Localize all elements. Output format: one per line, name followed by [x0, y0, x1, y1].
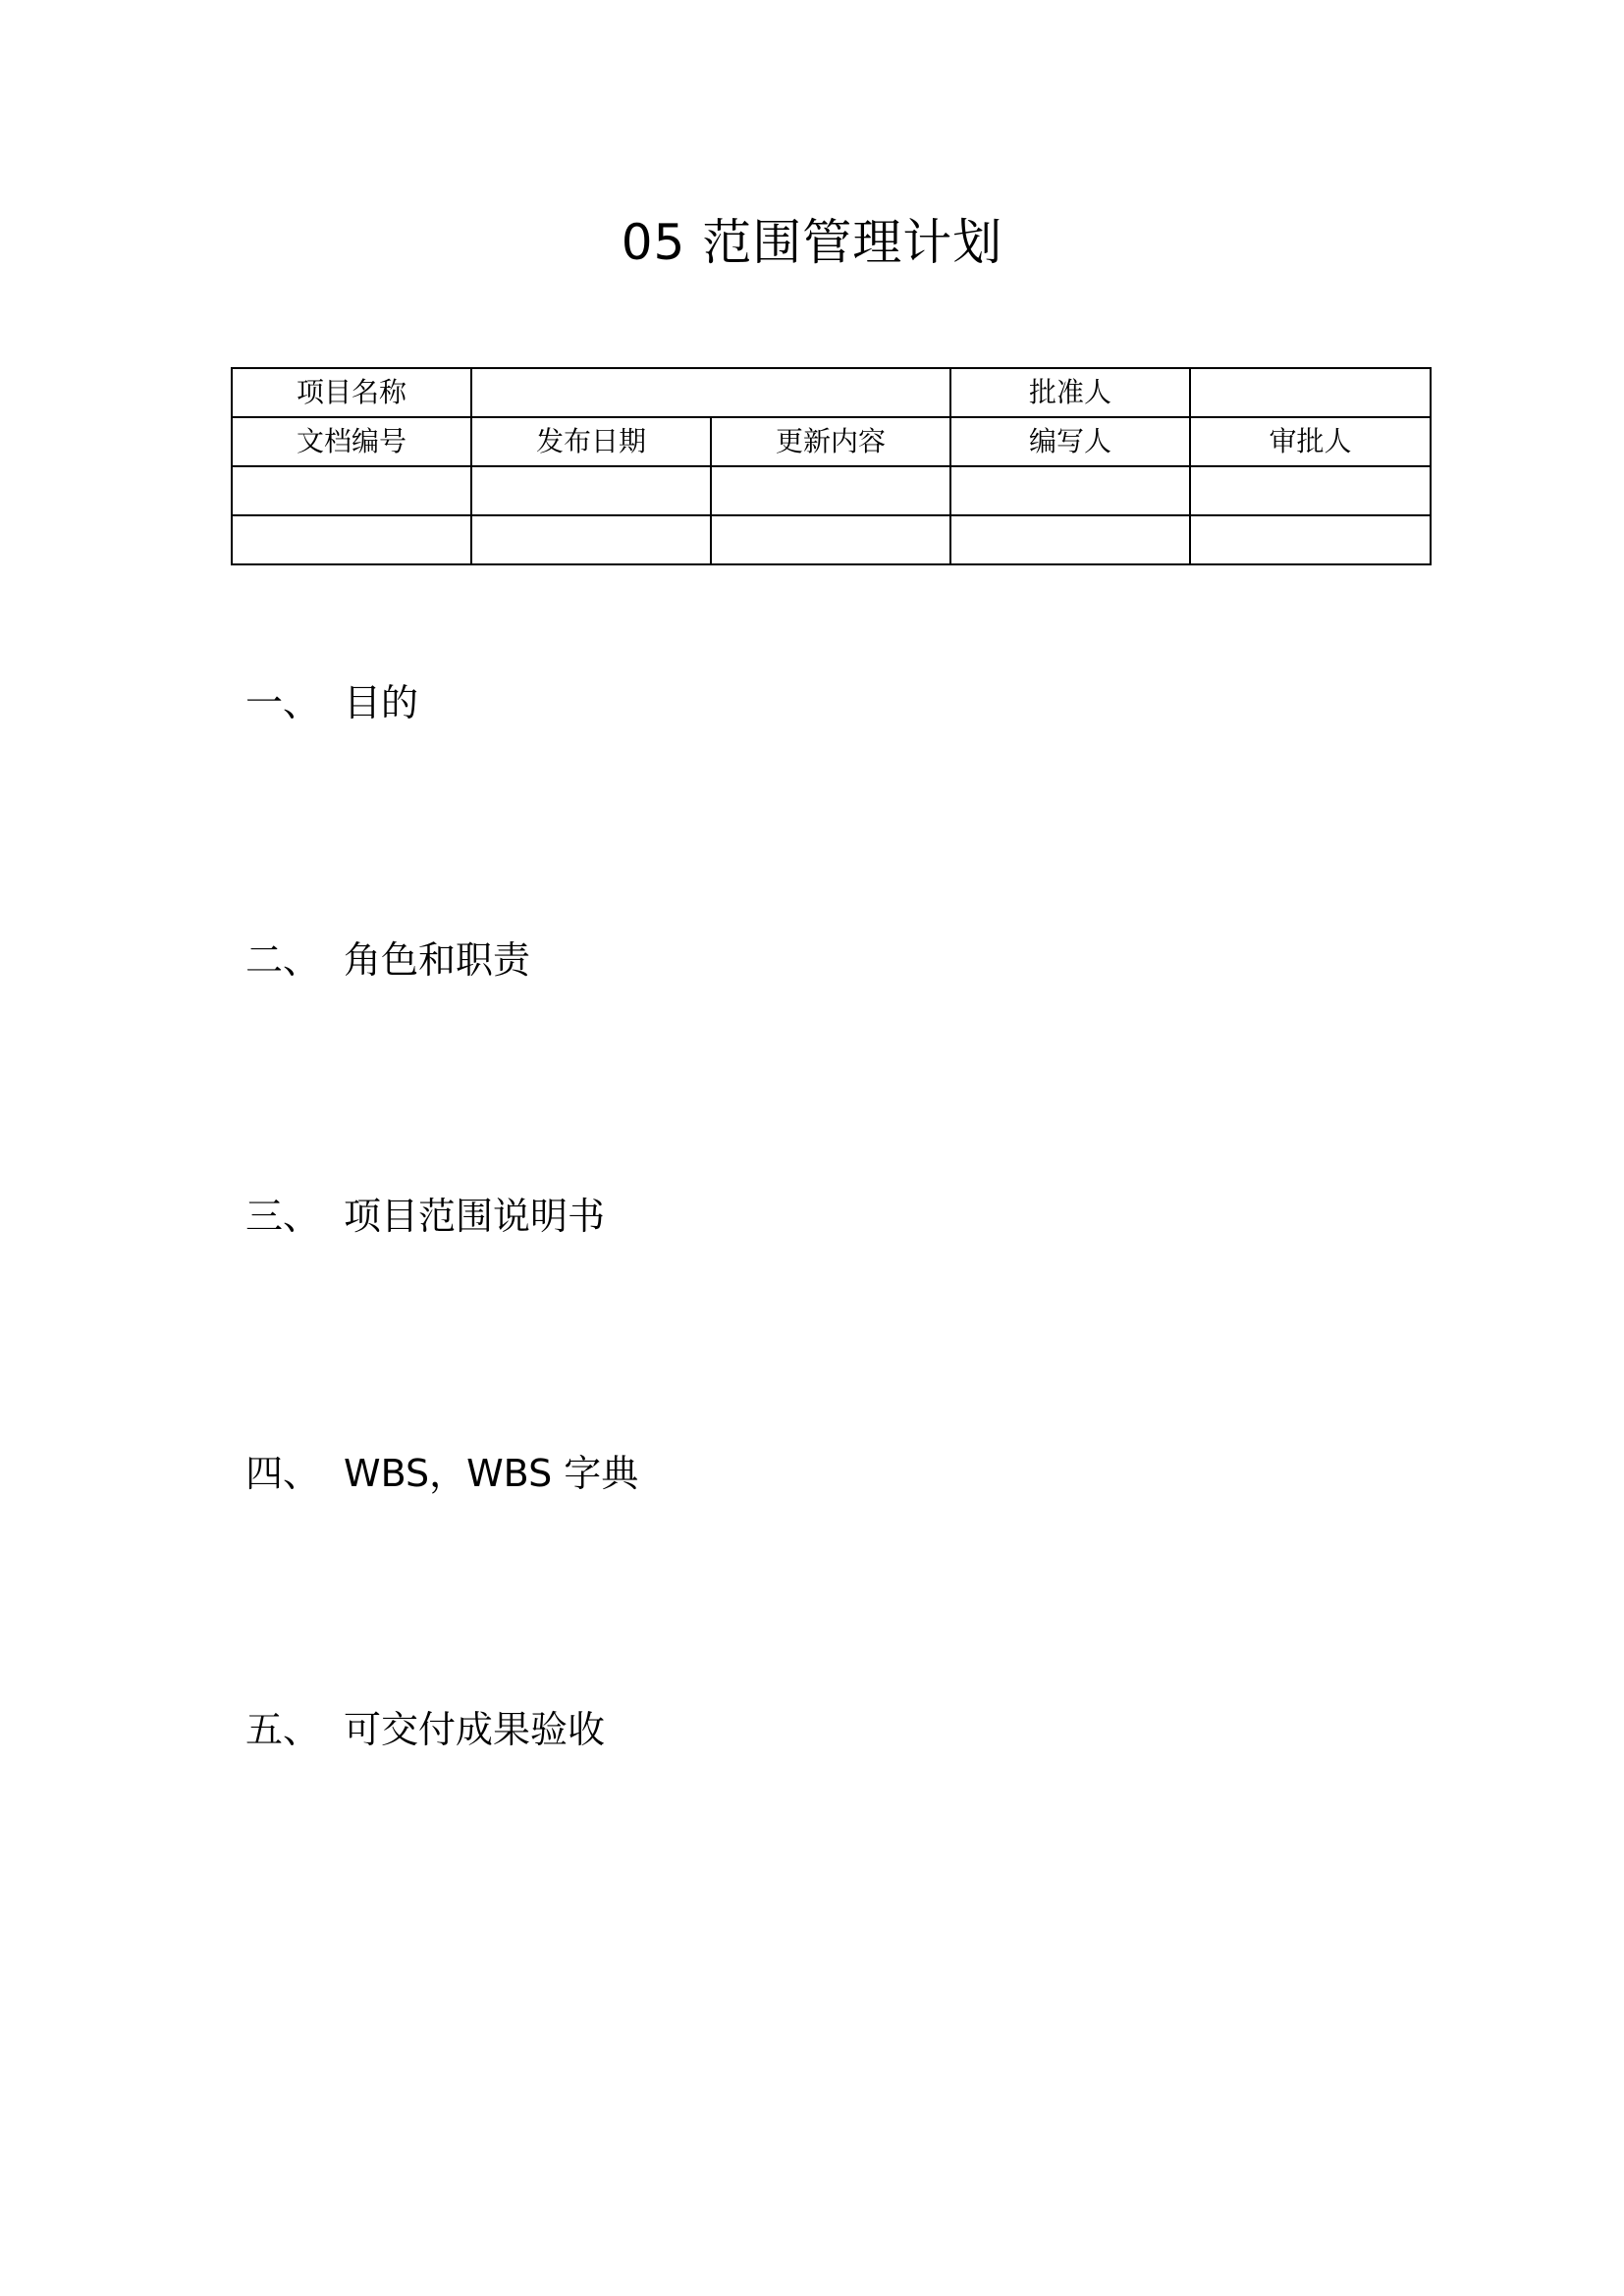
table-cell — [950, 515, 1190, 564]
table-row — [232, 515, 1431, 564]
table-cell — [711, 515, 950, 564]
table-header-row — [232, 417, 1431, 466]
header-doc-number: 文档编号 — [232, 417, 471, 466]
section-title: 可交付成果验收 — [344, 1708, 606, 1751]
table-cell — [950, 466, 1190, 515]
section-heading-wbs — [245, 1444, 638, 1503]
section-number: 三、 — [245, 1195, 321, 1238]
table-cell — [1190, 515, 1431, 564]
table-cell — [1190, 466, 1431, 515]
header-reviewer: 审批人 — [1190, 417, 1431, 466]
table-cell — [711, 466, 950, 515]
section-title: 目的 — [344, 681, 419, 724]
project-name-value — [471, 368, 950, 417]
section-title: 项目范围说明书 — [344, 1195, 606, 1238]
section-heading-roles — [245, 931, 530, 989]
table-cell — [232, 466, 471, 515]
table-row-project — [232, 368, 1431, 417]
section-number: 一、 — [245, 681, 321, 724]
document-title: 05 范围管理计划 — [621, 214, 1003, 271]
header-update-content: 更新内容 — [711, 417, 950, 466]
section-heading-scope-statement — [245, 1187, 605, 1246]
section-heading-acceptance — [245, 1700, 605, 1759]
approver-label: 批准人 — [950, 368, 1190, 417]
section-number: 四、 — [245, 1452, 321, 1495]
header-release-date: 发布日期 — [471, 417, 711, 466]
project-name-label: 项目名称 — [232, 368, 471, 417]
table-cell — [232, 515, 471, 564]
document-info-table — [231, 367, 1432, 565]
section-number: 二、 — [245, 938, 321, 982]
table-cell — [471, 466, 711, 515]
table-row — [232, 466, 1431, 515]
table-cell — [471, 515, 711, 564]
header-author: 编写人 — [950, 417, 1190, 466]
section-title: WBS，WBS 字典 — [344, 1452, 639, 1495]
section-heading-purpose — [245, 673, 418, 732]
approver-value — [1190, 368, 1431, 417]
section-number: 五、 — [245, 1708, 321, 1751]
section-title: 角色和职责 — [344, 938, 531, 982]
